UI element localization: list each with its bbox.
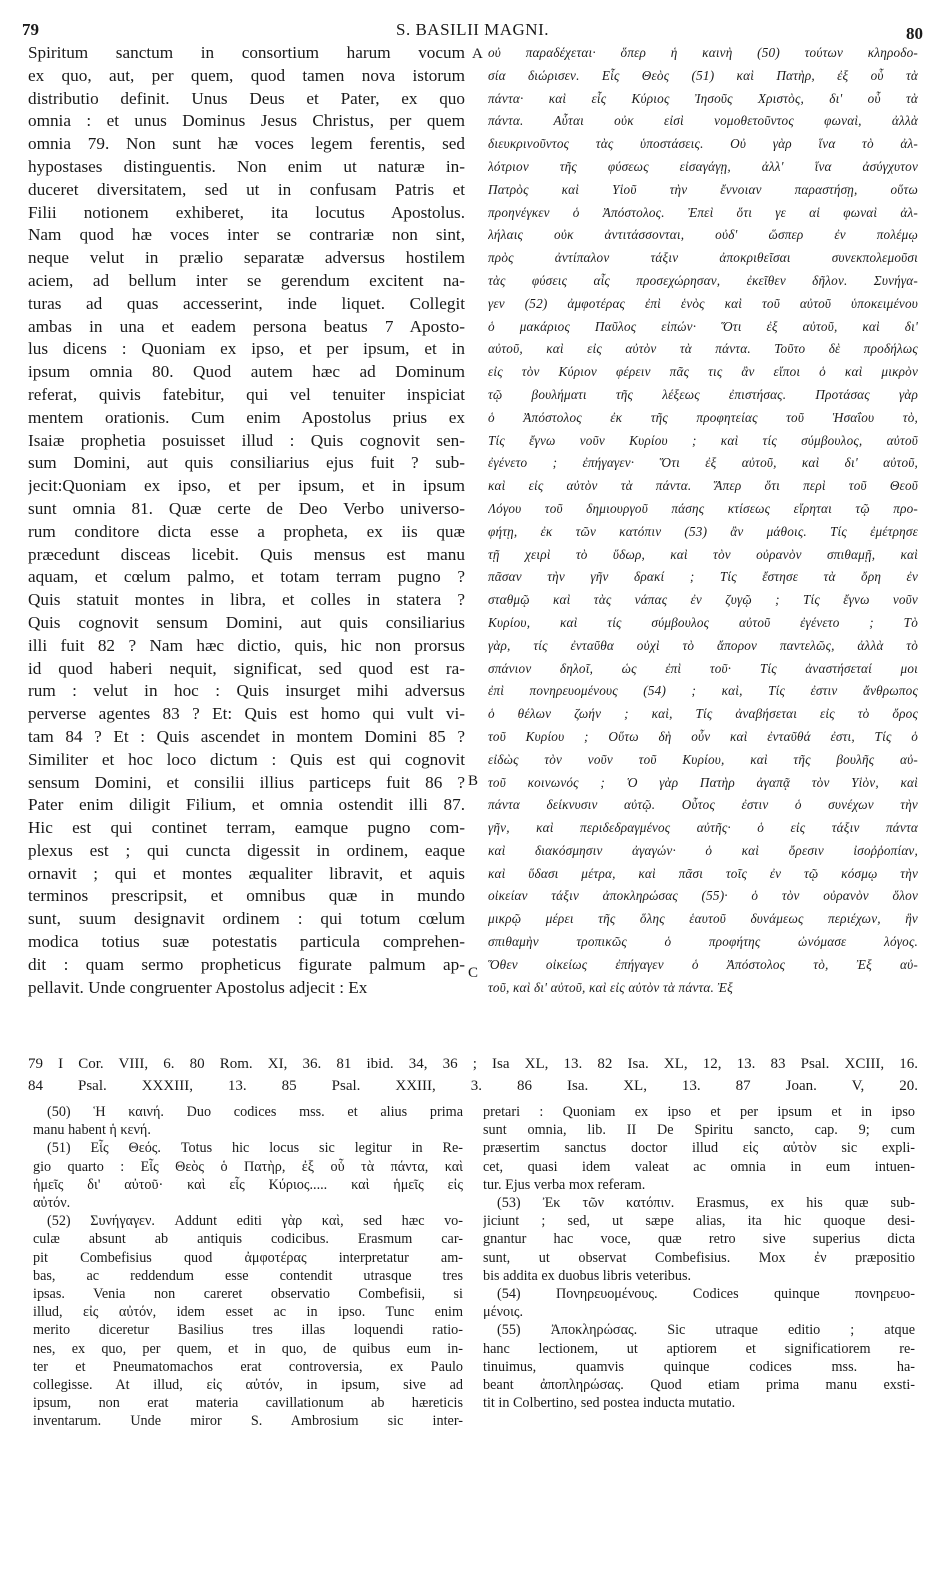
footnote-line: collegisse. At illud, εἰς αὐτόν, in ipsum, sive ad — [33, 1377, 463, 1394]
greek-text-line: εἰς τὸν Κύριον φέρειν πᾶς τις ἂν εἴποι ὁ καὶ μικρὸν — [488, 364, 918, 380]
latin-text-line: sunt omnia 81. Quæ certe de Deo Verbo universo- — [28, 498, 465, 518]
greek-text-line: πάντα δείκνυσιν αὐτῷ. Οὗτος ἐστιν ὁ συνέχων τὴν — [488, 797, 918, 813]
footnote-line: nes, ex quo, per quem, et in quo, de quibus eum in- — [33, 1340, 463, 1357]
latin-text-line: ambas in una et eadem persona beatus 7 Aposto- — [28, 316, 465, 336]
latin-text-line: hypostases distinguentis. Non enim ut naturæ in- — [28, 156, 465, 176]
latin-text-line: referat, quivis fatebitur, qui vel tenuiter inspiciat — [28, 384, 465, 404]
greek-text-line: σπάνιον δηλοῖ, ὡς ἐπὶ τοῦ· Τίς ἀναστήσεταί μοι — [488, 660, 918, 676]
greek-text-line: γὰρ, τίς ἐνταῦθα οὐχὶ τὸ ἄπορον παντελῶς, ἀλλὰ τὸ — [488, 637, 918, 653]
footnote-line: ter et Pneumatomachos erat controversia, ex Paulo — [33, 1358, 463, 1375]
greek-text-line: τοῦ Κυρίου ; Οὕτω δὴ οὖν καὶ ἐνταῦθά ἐστι, Τίς ὁ — [488, 728, 918, 744]
greek-text-line: σία διώρισεν. Εἷς Θεὸς (51) καὶ Πατὴρ, ἐξ οὗ τὰ — [488, 67, 918, 83]
footnote-line: (54) Πονηρευομένους. Codices quinque πονηρευο- — [497, 1286, 915, 1303]
greek-text-line: διευκρινοῦντος τὰς ὑποστάσεις. Οὐ γὰρ ἵνα τὸ ἀλ- — [488, 136, 918, 152]
footnote-line: (52) Συνήγαγεν. Addunt editi γὰρ καὶ, sed hæc vo- — [47, 1213, 463, 1230]
greek-text-line: καὶ ὕδασι μέτρα, καὶ πᾶσι τοῖς ἐν τῷ κόσμῳ τὴν — [488, 865, 918, 881]
latin-text-line: ornavit ; qui et montes æqualiter libravit, et aquis — [28, 863, 465, 883]
footnote-line: pit Combefisius quod ἀμφοτέρας interpretatur am- — [33, 1249, 463, 1266]
footnote-line: ἡμεῖς δι' αὐτοῦ· καὶ εἷς Κύριος..... καὶ ἡμεῖς εἰς — [33, 1176, 463, 1193]
footnote-line: bis addita ex duobus libris veteribus. — [483, 1267, 692, 1284]
latin-text-line: Isaiæ prophetia posuisset illud : Quis cognovit sen- — [28, 430, 465, 450]
running-header — [22, 20, 923, 44]
latin-text-line: omnia 79. Non sunt hæ voces legem ferentis, sed — [28, 134, 465, 154]
greek-text-line: φήτῃ, ἐκ τῶν κατόπιν (53) ἂν μάθοις. Τίς ἐμέτρησε — [488, 523, 918, 539]
greek-text-line: ἐπὶ πονηρευομένους (54) ; καὶ, Τίς ἐστιν ἄνθρωπος — [488, 683, 918, 699]
footnote-line: sunt, ut observat Combefisius. Mox ἐν præpositio — [483, 1249, 915, 1266]
latin-text-line: perverse agentes 83 ? Et: Quis est homo qui vult vi- — [28, 704, 465, 724]
greek-column — [488, 42, 918, 1042]
latin-text-line: tam 84 ? Et : Quis ascendet in montem Domini 85 ? — [28, 726, 465, 746]
reference-line: 79 I Cor. VIII, 6. 80 Rom. XI, 36. 81 ibid. 34, 36 ; Isa XL, 13. 82 Isa. XL, 12, 13. 83 Psal. XCIII, 16. — [28, 1056, 918, 1072]
greek-text-line: σπιθαμὴν τροπικῶς ὁ προφήτης ὠνόμασε λόγος. — [488, 934, 918, 950]
latin-text-line: aquam, et cœlum palmo, et totam terram pugno ? — [28, 567, 465, 587]
reference-line: 84 Psal. XXXIII, 13. 85 Psal. XXIII, 3. 86 Isa. XL, 13. 87 Joan. V, 20. — [28, 1078, 918, 1094]
greek-text-line: Ὅθεν οἰκείως ἐπήγαγεν ὁ Ἀπόστολος τὸ, Ἐξ αὐ- — [488, 956, 918, 972]
running-title: S. BASILII MAGNI. — [396, 20, 549, 39]
latin-text-line: plexus est ; qui cuncta digessit in ordinem, eaque — [28, 840, 465, 860]
greek-text-line: σταθμῷ καὶ τὰς νάπας ἐν ζυγῷ ; Τίς ἔγνω νοῦν — [488, 592, 918, 608]
footnote-line: culæ absunt ab antiquis codicibus. Erasmum car- — [33, 1231, 463, 1248]
greek-text-line: ὁ θέλων ζωήν ; καὶ, Τίς ἀναβήσεται εἰς τὸ ὄρος — [488, 706, 918, 722]
latin-text-line: ex quo, aut, per quem, quod tamen nova istorum — [28, 65, 465, 85]
section-marker-b: B — [468, 773, 479, 789]
latin-text-line: modica totius suæ potestatis particula comprehen- — [28, 932, 465, 952]
footnote-line: illud, εἰς αὐτόν, idem esset ac in ipso. Tunc enim — [33, 1304, 463, 1321]
footnote-line: inventarum. Unde miror S. Ambrosium sic inter- — [33, 1413, 463, 1430]
latin-text-line: Nam quod hæ voces inter se contrariæ non sint, — [28, 225, 465, 245]
latin-text-line: præcedunt disceas licebit. Quis mensus est manu — [28, 544, 465, 564]
latin-text-line: aciem, ad bellum inter se gerendum excitent na- — [28, 270, 465, 290]
greek-text-line: τὰς φύσεις αἷς προσεχώρησαν, ἐκεῖθεν δῆλον. Συνήγα- — [488, 272, 918, 288]
page-number-left: 79 — [22, 20, 39, 39]
latin-text-line: rum : velut in hoc : Quis insurget mihi adversus — [28, 681, 465, 701]
section-marker-a: A — [472, 46, 483, 62]
greek-text-line: τοῦ κοινωνός ; Ὁ γὰρ Πατὴρ ἀγαπᾷ τὸν Υἱὸν, καὶ — [488, 774, 918, 790]
latin-text-line: distributio definit. Unus Deus et Pater, ex quo — [28, 88, 465, 108]
footnote-line: gnantur hac voce, quæ retro sive superius dicta — [483, 1231, 915, 1248]
greek-text-line: ἐγένετο ; ἐπήγαγεν· Ὅτι ἐξ αὐτοῦ, καὶ δι' αὐτοῦ, — [488, 455, 918, 471]
latin-text-line: lus dicens : Quoniam ex ipso, et per ipsum, et in — [28, 339, 465, 359]
greek-text-line: πάντα. Αὗται οὐκ εἰσὶ νομοθετοῦντος φωναὶ, ἀλλὰ — [488, 113, 918, 129]
latin-text-line: Quis cognovit sensum Domini, aut quis consiliarius — [28, 612, 465, 632]
greek-text-line: πᾶσαν τὴν γῆν δρακί ; Τίς ἔστησε τὰ ὄρη ἐν — [488, 569, 918, 585]
footnote-line: (53) Ἐκ τῶν κατόπιν. Erasmus, ex his quæ sub- — [497, 1195, 915, 1212]
footnote-line: cet, quasi idem valeat ac omnia in eum intuen- — [483, 1158, 915, 1175]
latin-text-line: Pater enim diligit Filium, et omnia ostendit illi 87. — [28, 795, 465, 815]
latin-text-line: duceret diversitatem, sed ut in confusam Patris et — [28, 179, 465, 199]
latin-text-line: dit : quam sermo propheticus figurate palmum ap- — [28, 954, 465, 974]
greek-text-line: τῇ χειρὶ τὸ ὕδωρ, καὶ τὸν οὐρανὸν σπιθαμῇ, καὶ — [488, 546, 918, 562]
latin-text-line: Similiter et hoc loco dictum : Quis est qui cognovit — [28, 749, 465, 769]
latin-text-line: sensum Domini, et consilii illius particeps fuit 86 ? — [28, 772, 465, 792]
footnote-line: ipsum, non erat materia cavillationum ab hæreticis — [33, 1395, 463, 1412]
footnote-line: tit in Colbertino, sed postea inducta mutatio. — [483, 1395, 736, 1412]
greek-text-line: ὁ Ἀπόστολος ἐκ τῆς προφητείας τοῦ Ἡσαΐου τὸ, — [488, 409, 918, 425]
scripture-references — [28, 1053, 918, 1097]
greek-text-line: λήλαις οὐκ ἀντιτάσσονται, οὐδ' ὥσπερ ἐν πολέμῳ — [488, 227, 918, 243]
footnotes-right — [483, 1103, 915, 1543]
greek-text-line: πρὸς ἀντίπαλον τάξιν ἀποκριθεῖσαι συνεκπολεμοῦσι — [488, 250, 918, 266]
footnote-line: hanc lectionem, ut aptiorem et significatiorem re- — [483, 1340, 915, 1357]
latin-text-line: Spiritum sanctum in consortium harum vocum — [28, 43, 465, 62]
latin-column — [28, 42, 465, 1042]
greek-text-line: μικρῷ μέρει τῆς ὅλης ἑαυτοῦ δυνάμεως περιέχων, ἣν — [488, 911, 918, 927]
footnote-line: (55) Ἀποκληρώσας. Sic utraque editio ; atque — [497, 1322, 915, 1339]
footnote-line: (50) Ἡ καινή. Duo codices mss. et alius prima — [47, 1104, 463, 1120]
footnote-line: manu habent ἡ κενή. — [33, 1122, 151, 1139]
latin-text-line: ipsum omnia 80. Quod autem hæc ad Dominum — [28, 362, 465, 382]
latin-text-line: sunt, suum designavit ordinem : qui totum cœlum — [28, 909, 465, 929]
footnote-line: (51) Εἷς Θεός. Totus hic locus sic legitur in Re- — [47, 1140, 463, 1157]
footnote-line: beant ἀποπληρώσας. Quod etiam prima manu exsti- — [483, 1377, 915, 1394]
latin-text-line: id quod haberi nequit, significat, sed quod est ra- — [28, 658, 465, 678]
greek-text-line: λότριον τῆς φύσεως εἰσαγάγῃ, ἀλλ' ἵνα ἀσύγχυτον — [488, 158, 918, 174]
greek-text-line: Λόγου τοῦ δημιουργοῦ πάσης κτίσεως εἴρηται τῷ προ- — [488, 500, 918, 516]
latin-text-line: Hic est qui continet terram, eamque pugno com- — [28, 818, 465, 838]
greek-text-line: αὐτοῦ, καὶ εἰς αὐτὸν τὰ πάντα. Τοῦτο δὲ προδήλως — [488, 341, 918, 357]
footnote-line: jiciunt ; sed, ut sæpe alias, ita hic quoque desi- — [483, 1213, 915, 1230]
footnote-line: gio quarto : Εἷς Θεὸς ὁ Πατὴρ, ἐξ οὗ τὰ πάντα, καὶ — [33, 1158, 463, 1175]
page-number-right: 80 — [906, 24, 923, 43]
greek-text-line: τοῦ, καὶ δι' αὐτοῦ, καὶ εἰς αὐτὸν τὰ πάντα. Ἐξ — [488, 979, 733, 995]
latin-text-line: Quis statuit montes in libra, et colles in statera ? — [28, 590, 465, 610]
greek-text-line: οὐ παραδέχεται· ὅπερ ἡ καινὴ (50) τούτων κληροδο- — [488, 45, 918, 60]
greek-text-line: καὶ εἰς αὐτὸν τὰ πάντα. Ἅπερ ὅτι περὶ τοῦ Θεοῦ — [488, 478, 918, 494]
latin-text-line: turas ad quas accesserint, inde liquet. Collegit — [28, 293, 465, 313]
greek-text-line: προηνέγκεν ὁ Ἀπόστολος. Ἐπεὶ ὅτι γε αἱ φωναὶ ἀλ- — [488, 204, 918, 220]
latin-text-line: jecit:Quoniam ex ipso, et per ipsum, et in ipsum — [28, 476, 465, 496]
footnote-line: ipsas. Venia non careret observatio Combefisii, si — [33, 1286, 463, 1303]
footnote-line: tur. Ejus verba mox referam. — [483, 1176, 646, 1193]
latin-text-line: sum Domini, aut quis consiliarius ejus fuit ? sub- — [28, 453, 465, 473]
footnote-line: αὐτόν. — [33, 1195, 71, 1212]
greek-text-line: εἰδὼς τὸν νοῦν τοῦ Κυρίου, καὶ τῆς βουλῆς αὐ- — [488, 751, 918, 767]
footnote-line: sunt omnia, lib. II De Spiritu sancto, cap. 9; cum — [483, 1122, 915, 1139]
greek-text-line: γεν (52) ἀμφοτέρας ἐπὶ ἑνὸς καὶ τοῦ αὐτοῦ ὑποκειμένου — [488, 295, 918, 311]
greek-text-line: οἰκείαν τάξιν ἀποκληρώσας (55)· ὁ τὸν οὐρανὸν ὅλον — [488, 888, 918, 904]
latin-text-line: omnia : et unus Dominus Jesus Christus, per quem — [28, 111, 465, 131]
latin-text-line: Filii notionem exhiberet, ita locutus Apostolus. — [28, 202, 465, 222]
footnote-line: bas, ac reddendum esse contendit utrasque tres — [33, 1267, 463, 1284]
footnote-line: μένοις. — [483, 1304, 524, 1321]
latin-text-line: mentem orationis. Cum enim Apostolus prius ex — [28, 407, 465, 427]
greek-text-line: γῆν, καὶ περιδεδραγμένος αὐτῆς· ὁ εἰς τάξιν πάντα — [488, 820, 918, 836]
greek-text-line: καὶ διακόσμησιν ἀγαγών· ὁ καὶ ὄρεσιν ἰσοῤῥοπίαν, — [488, 842, 918, 858]
footnote-line: pretari : Quoniam ex ipso et per ipsum et in ipso — [483, 1104, 915, 1120]
greek-text-line: ὁ μακάριος Παῦλος εἰπών· Ὅτι ἐξ αὐτοῦ, καὶ δι' — [488, 318, 918, 334]
greek-text-line: πάντα· καὶ εἷς Κύριος Ἰησοῦς Χριστὸς, δι' οὗ τὰ — [488, 90, 918, 106]
latin-text-line: terminos prescripsit, et omnibus quæ in mundo — [28, 886, 465, 906]
footnote-line: tinuimus, quamvis quinque codices mss. ha- — [483, 1358, 915, 1375]
footnotes-left — [33, 1103, 463, 1543]
greek-text-line: τῷ βουλήματι τῆς λέξεως ἐπιστήσας. Προτάσας γὰρ — [488, 386, 918, 402]
latin-text-line: illi fuit 82 ? Nam hæc dictio, quis, hic non prorsus — [28, 635, 465, 655]
latin-text-line: rum conditore dicta esse a propheta, ex iis quæ — [28, 521, 465, 541]
greek-text-line: Τίς ἔγνω νοῦν Κυρίου ; καὶ τίς σύμβουλος, αὐτοῦ — [488, 432, 918, 448]
footnote-line: præsertim sanctus doctor illud εἰς αὐτὸν sic expli- — [483, 1140, 915, 1157]
footnote-line: merito diceretur Basilius tres illas loquendi ratio- — [33, 1322, 463, 1339]
greek-text-line: Πατρὸς καὶ Υἱοῦ τὴν ἔννοιαν παραστήσῃ, οὕτω — [488, 181, 918, 197]
latin-text-line: pellavit. Unde congruenter Apostolus adjecit : Ex — [28, 977, 368, 997]
latin-text-line: neque velut in prælio separatæ adversus hostilem — [28, 248, 465, 268]
greek-text-line: Κυρίου, καὶ τίς σύμβουλος αὐτοῦ ἐγένετο ; Τὸ — [488, 614, 918, 630]
section-marker-c: C — [468, 965, 479, 981]
